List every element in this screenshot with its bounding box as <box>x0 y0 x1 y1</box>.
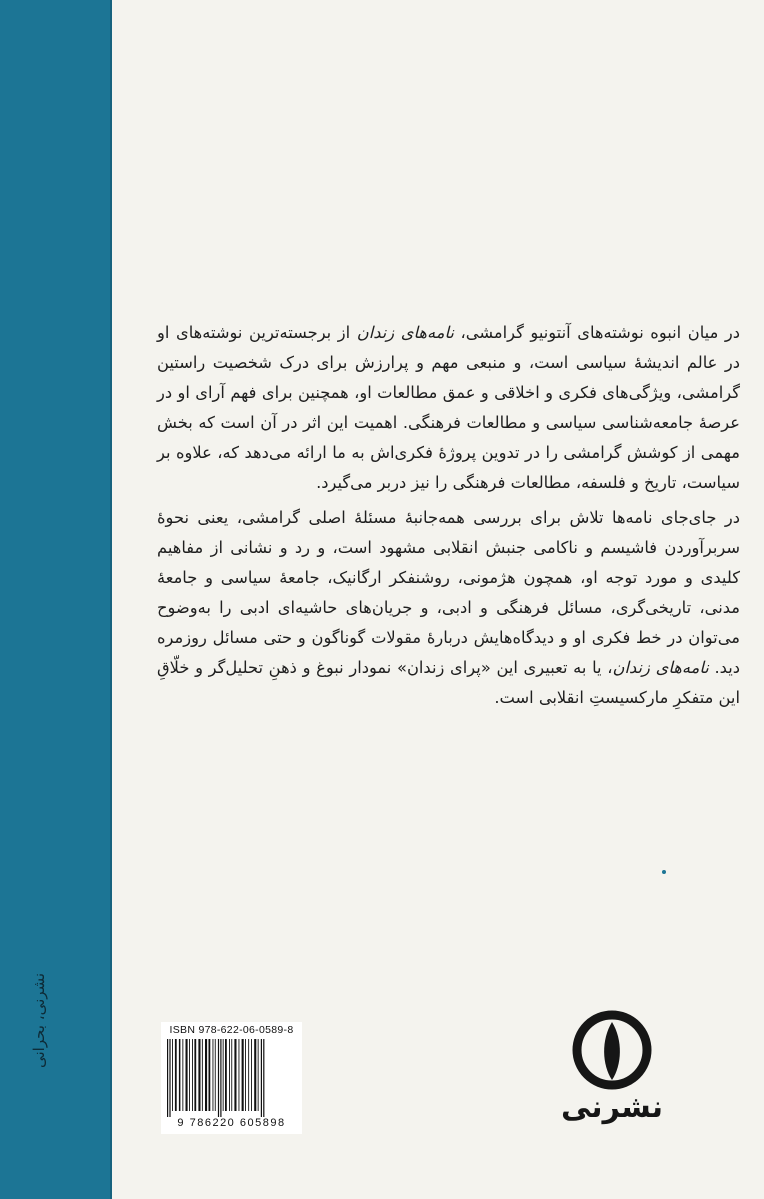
barcode-bar <box>172 1039 173 1111</box>
barcode-bar <box>263 1039 264 1117</box>
barcode-bar <box>218 1039 219 1117</box>
barcode-bar <box>234 1039 236 1111</box>
barcode-bar <box>213 1039 214 1111</box>
isbn-barcode <box>161 1022 302 1134</box>
barcode-bar <box>169 1039 170 1117</box>
barcode-bar <box>189 1039 190 1111</box>
barcode-bar <box>198 1039 200 1111</box>
barcode-bar <box>202 1039 203 1111</box>
barcode-bar <box>254 1039 256 1111</box>
nashr-ney-icon <box>556 1010 668 1092</box>
barcode-bar <box>258 1039 259 1111</box>
decorative-dot <box>662 870 666 874</box>
barcode-bar <box>192 1039 193 1111</box>
barcode-bar <box>239 1039 240 1111</box>
isbn-label: ISBN 978-622-06-0589-8 <box>169 1024 294 1036</box>
barcode-bar <box>229 1039 230 1111</box>
barcode-bar <box>261 1039 262 1117</box>
publisher-name: نشرنی <box>560 1090 664 1125</box>
barcode-bar <box>167 1039 168 1117</box>
publisher-logo <box>556 1010 668 1140</box>
barcode-bar <box>205 1039 207 1111</box>
barcode-bars <box>165 1039 298 1117</box>
barcode-bar <box>242 1039 244 1111</box>
barcode-bar <box>179 1039 181 1111</box>
barcode-bar <box>194 1039 196 1111</box>
book-title-italic: نامه‌های زندان <box>356 323 454 342</box>
barcode-bar <box>182 1039 183 1111</box>
barcode-bar <box>248 1039 249 1111</box>
barcode-bar <box>215 1039 216 1111</box>
blurb-text <box>157 318 740 713</box>
spine-signature: نشرنی، بحرانی <box>30 972 48 1068</box>
barcode-bar <box>209 1039 211 1111</box>
barcode-bar <box>231 1039 232 1111</box>
barcode-bar <box>220 1039 221 1117</box>
barcode-bar <box>251 1039 252 1111</box>
paragraph-1: در میان انبوه نوشته‌های آنتونیو گرامشی، نامه‌های زندان از برجسته‌ترین نوشته‌های او در عالم اندیشهٔ سیاسی است، و منبعی مهم و پرارزش برای درک شخصیت راستین گرامشی، ویژگی‌های فکری و اخلاقی و عمق مطالعات او، همچنین برای فهم آرای او در عرصهٔ جامعه‌شناسی سیاسی و مطالعات فرهنگی. اهمیت این اثر در آن است که بخش مهمی از کوشش گرامشی را در تدوین پروژهٔ فکری‌اش به ما ارائه می‌دهد که، علاوه بر سیاست، تاریخ و فلسفه، مطالعات فرهنگی را نیز دربر می‌گیرد. <box>157 323 740 492</box>
spine-band <box>0 0 112 1199</box>
barcode-bar <box>175 1039 177 1111</box>
barcode-bar <box>225 1039 227 1111</box>
barcode-bar <box>245 1039 246 1111</box>
barcode-bar <box>186 1039 188 1111</box>
book-title-italic: نامه‌های زندان <box>612 658 709 677</box>
isbn-digits: 9 786220 605898 <box>177 1117 286 1129</box>
barcode-bar <box>223 1039 224 1111</box>
paragraph-2: در جای‌جای نامه‌ها تلاش برای بررسی همه‌جانبهٔ مسئلهٔ اصلی گرامشی، یعنی نحوهٔ سربرآوردن فاشیسم و ناکامی جنبش انقلابی مشهود است، و رد و نشانی از مفاهیم کلیدی و مورد توجه او، همچون هژمونی، روشنفکر ارگانیک، جامعهٔ سیاسی و جامعهٔ مدنی، تاریخی‌گری، مسائل فرهنگی و ادبی، و جریان‌های حاشیه‌ای ادبی را به‌وضوح می‌توان در خط فکری او و دیدگاه‌هایش دربارهٔ مقولات گوناگون و حتی مسائل روزمره دید. نامه‌های زندان، یا به تعبیری این «پرای زندان» نمودار نبوغ و ذهنِ تحلیل‌گر و خلّاقِ این متفکرِ مارکسیستِ انقلابی است. <box>157 508 740 707</box>
